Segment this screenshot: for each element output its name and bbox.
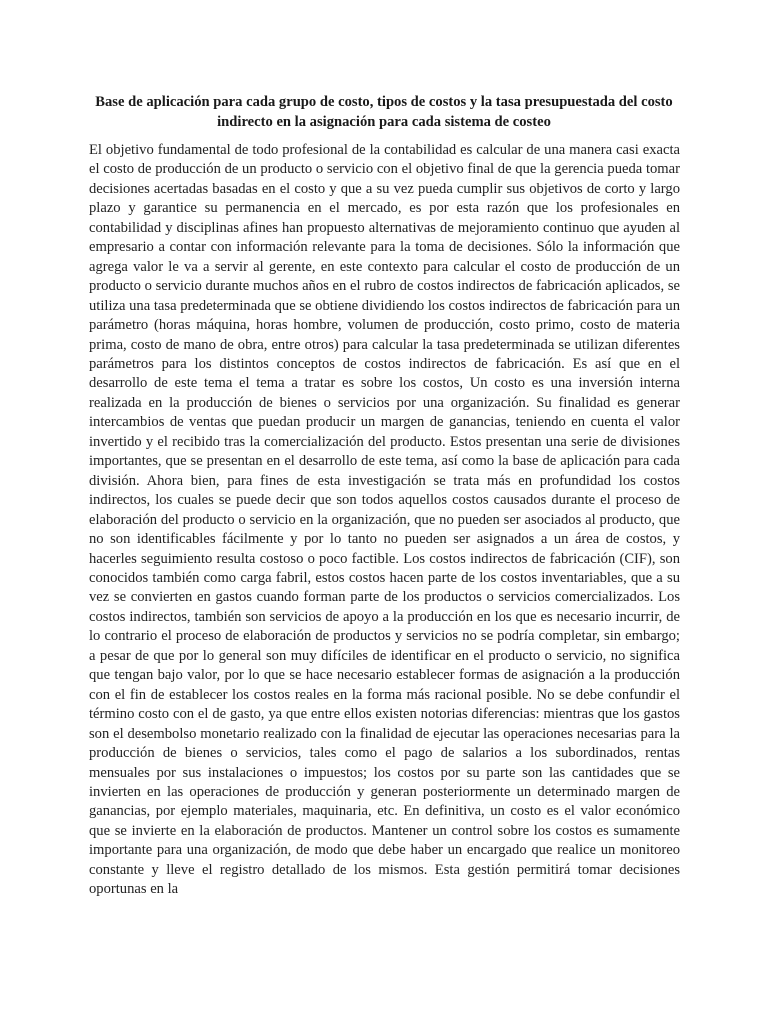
document-body-paragraph: El objetivo fundamental de todo profesional de la contabilidad es calcular de una manera casi exacta el costo de producción de un producto o servicio con el objetivo final de que la gerencia pueda tomar decisiones acertadas basadas en el costo y que a su vez pueda cumplir sus objetivos de corto y largo plazo y garantice su permanencia en el mercado, es por esta razón que los profesionales en contabilidad y disciplinas afines han propuesto alternativas de mejoramiento continuo que ayuden al empresario a contar con información relevante para la toma de decisiones. Sólo la información que agrega valor le va a servir al gerente, en este contexto para calcular el costo de producción de un producto o servicio durante muchos años en el rubro de costos indirectos de fabricación aplicados, se utiliza una tasa predeterminada que se obtiene dividiendo los costos indirectos de fabricación para un parámetro (horas máquina, horas hombre, volumen de producción, costo primo, costo de materia prima, costo de mano de obra, entre otros) para calcular la tasa predeterminada se utilizan diferentes parámetros para los distintos conceptos de costos indirectos de fabricación. Es así que en el desarrollo de este tema el tema a tratar es sobre los costos, Un costo es una inversión interna realizada en la producción de bienes o servicios por una organización. Su finalidad es generar intercambios de ventas que puedan producir un margen de ganancias, teniendo en cuenta el valor invertido y el recibido tras la comercialización del producto. Estos presentan una serie de divisiones importantes, que se presentan en el desarrollo de este tema, así como la base de aplicación para cada división. Ahora bien, para fines de esta investigación se trata más en profundidad los costos indirectos, los cuales se puede decir que son todos aquellos costos causados durante el proceso de elaboración del producto o servicio en la organización, que no pueden ser asociados al producto, que no son identificables fácilmente y por lo tanto no pueden ser asignados a un área de costos, y hacerles seguimiento resulta costoso o poco factible. Los costos indirectos de fabricación (CIF), son conocidos también como carga fabril, estos costos hacen parte de los costos inventariables, que a su vez se convierten en gastos cuando forman parte de los productos o servicios comercializados. Los costos indirectos, también son servicios de apoyo a la producción en los que es necesario incurrir, de lo contrario el proceso de elaboración de productos y servicios no se podría completar, sin embargo; a pesar de que por lo general son muy difíciles de identificar en el producto o servicio, no significa que tengan bajo valor, por lo que se hace necesario establecer formas de asignación a la producción con el fin de establecer los costos reales en la forma más racional posible. No se debe confundir el término costo con el de gasto, ya que entre ellos existen notorias diferencias: mientras que los gastos son el desembolso monetario realizado con la finalidad de ejecutar las operaciones necesarias para la producción de bienes o servicios, tales como el pago de salarios a los subordinados, rentas mensuales por sus instalaciones o impuestos; los costos por su parte son las cantidades que se invierten en las operaciones de producción y generan posteriormente un determinado margen de ganancias, por ejemplo materiales, maquinaria, etc. En definitiva, un costo es el valor económico que se invierte en la elaboración de productos. Mantener un control sobre los costos es sumamente importante para una organización, de modo que debe haber un encargado que realice un monitoreo constante y lleve el registro detallado de los mismos. Esta gestión permitirá tomar decisiones oportunas en la	[89, 142, 680, 898]
document-title: Base de aplicación para cada grupo de costo, tipos de costos y la tasa presupuestada del costo indirecto en la asignación para cada sistema de costeo	[95, 94, 673, 130]
